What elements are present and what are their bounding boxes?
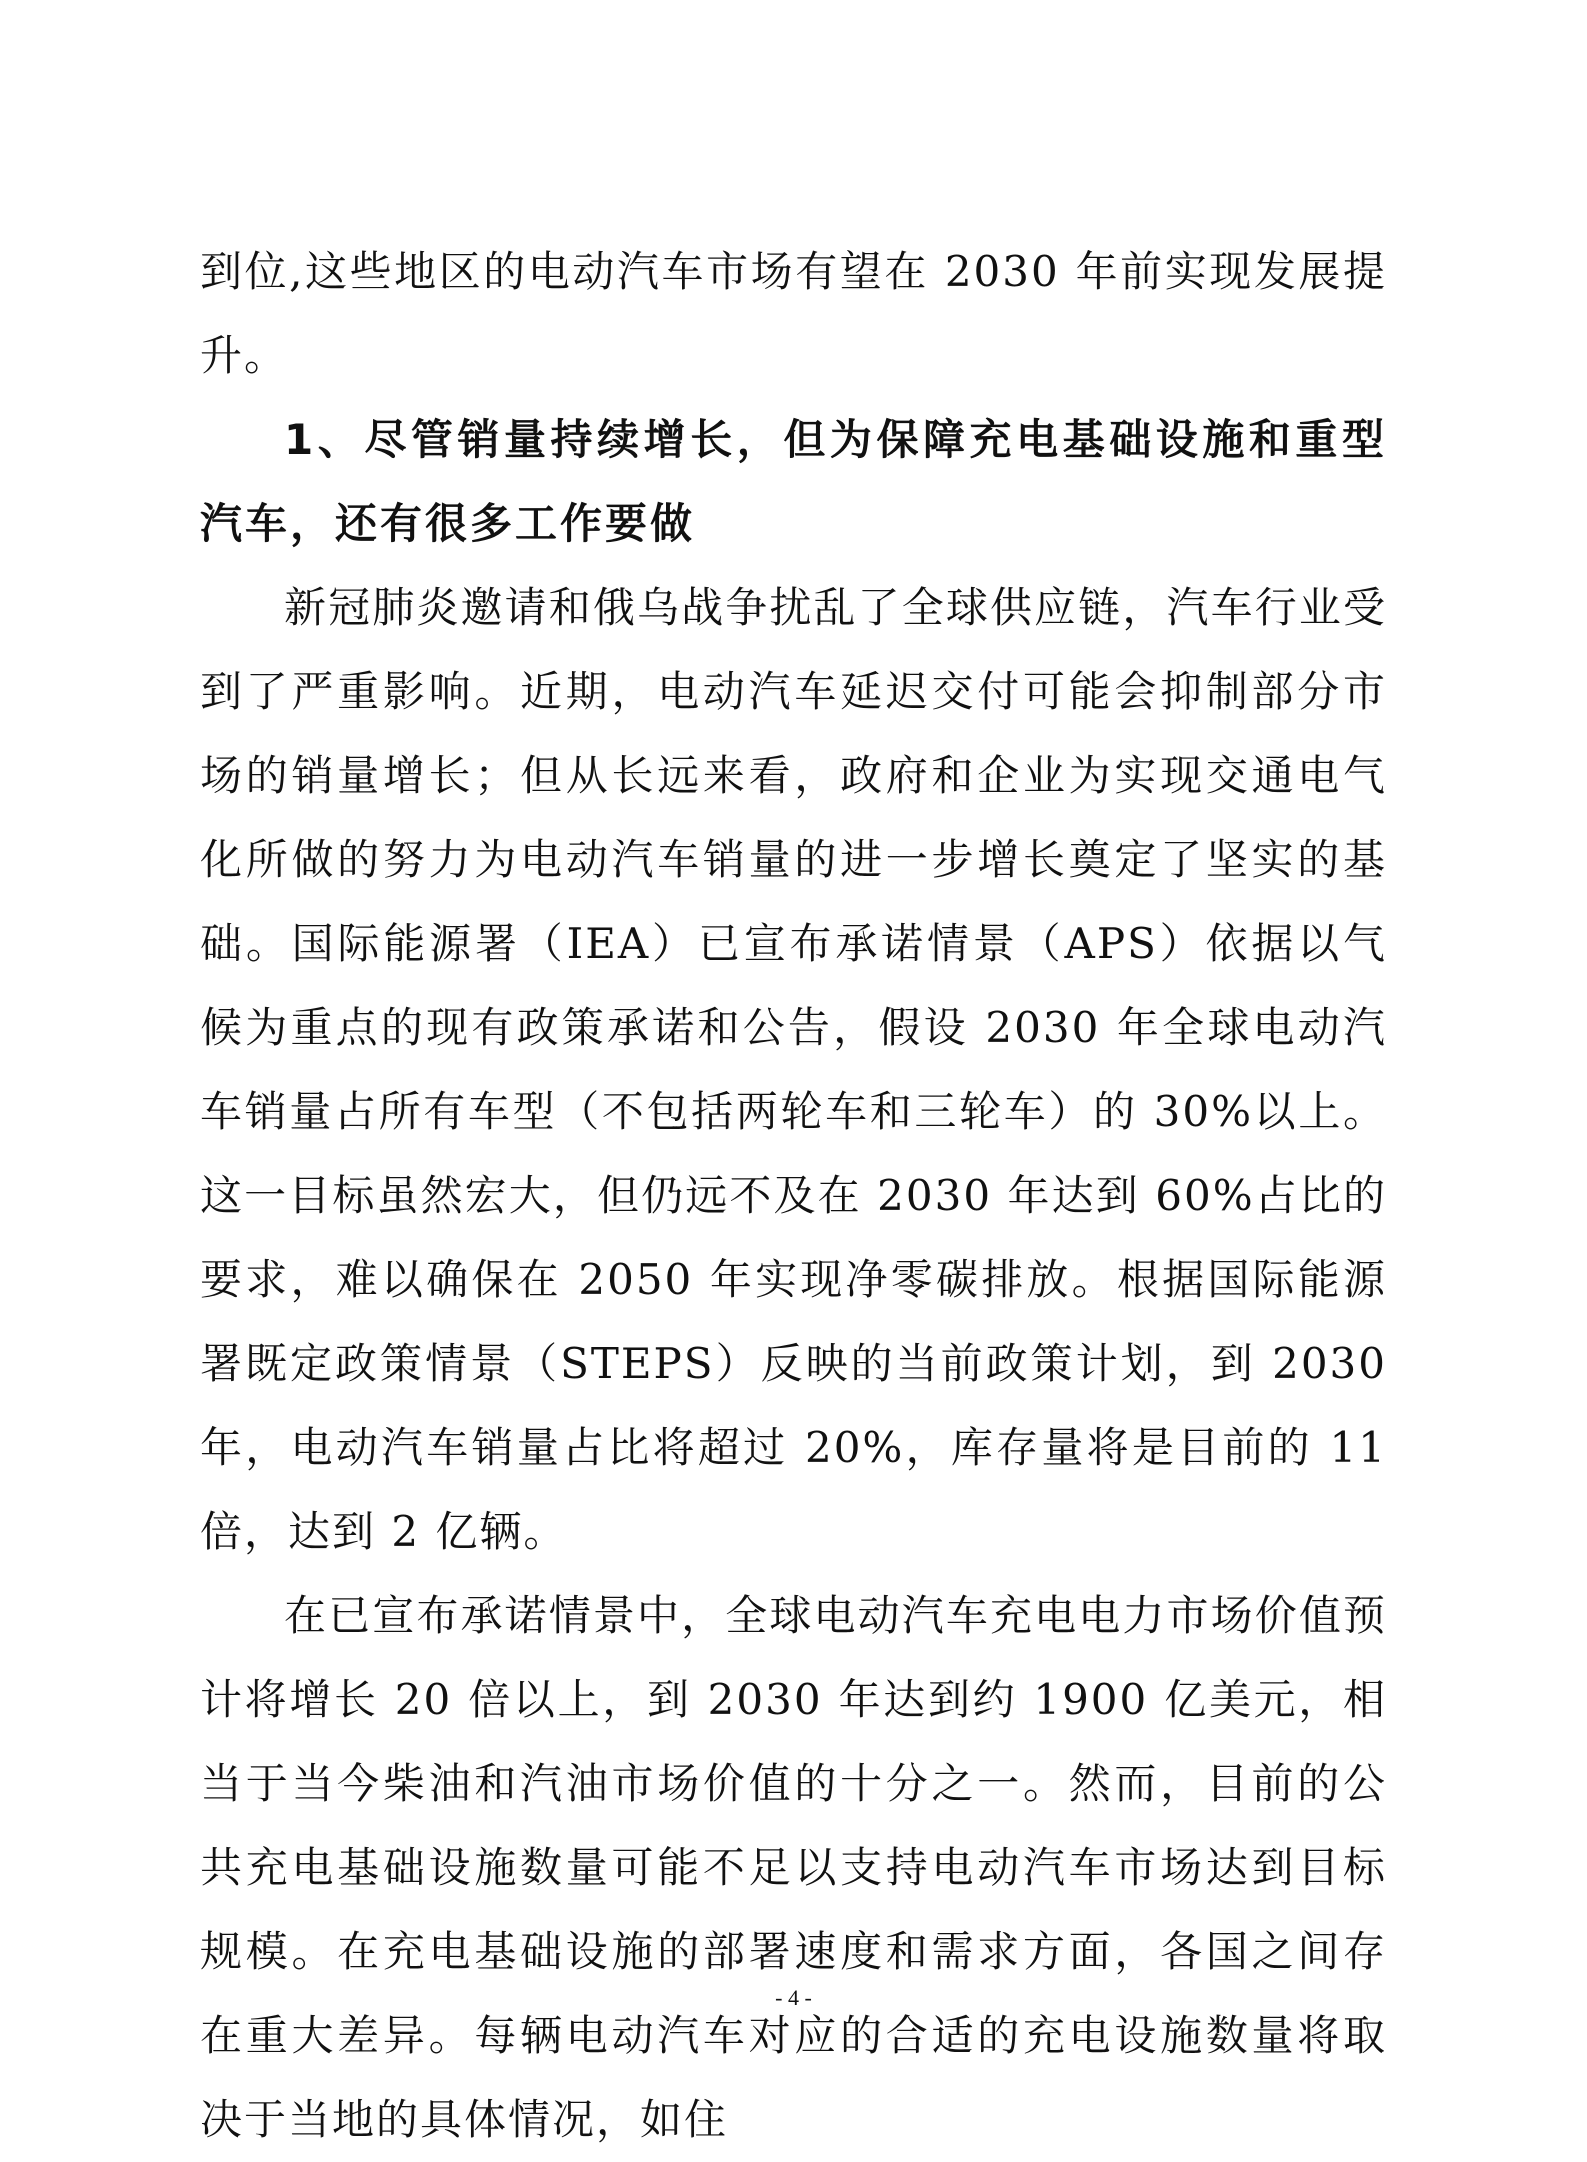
body-paragraph-2: 在已宣布承诺情景中，全球电动汽车充电电力市场价值预计将增长 20 倍以上，到 2030 年达到约 1900 亿美元，相当于当今柴油和汽油市场价值的十分之一。然而，目前的公共充电基础设施数量可能不足以支持电动汽车市场达到目标规模。在充电基础设施的部署速度和需求方面，各国之间存在重大差异。每辆电动汽车对应的合适的充电设施数量将取决于当地的具体情况，如住 <box>200 1591 1387 2144</box>
page-number: - 4 - <box>775 1985 812 2010</box>
section-heading: 1、尽管销量持续增长，但为保障充电基础设施和重型汽车，还有很多工作要做 <box>200 415 1387 548</box>
document-body <box>200 230 1387 2162</box>
body-paragraph-1: 新冠肺炎邀请和俄乌战争扰乱了全球供应链，汽车行业受到了严重影响。近期，电动汽车延迟交付可能会抑制部分市场的销量增长；但从长远来看，政府和企业为实现交通电气化所做的努力为电动汽车销量的进一步增长奠定了坚实的基础。国际能源署（IEA）已宣布承诺情景（APS）依据以气候为重点的现有政策承诺和公告，假设 2030 年全球电动汽车销量占所有车型（不包括两轮车和三轮车）的 30%以上。这一目标虽然宏大，但仍远不及在 2030 年达到 60%占比的要求，难以确保在 2050 年实现净零碳排放。根据国际能源署既定政策情景（STEPS）反映的当前政策计划，到 2030 年，电动汽车销量占比将超过 20%，库存量将是目前的 11 倍，达到 2 亿辆。 <box>200 583 1387 1556</box>
continuation-paragraph: 到位,这些地区的电动汽车市场有望在 2030 年前实现发展提升。 <box>200 247 1387 380</box>
